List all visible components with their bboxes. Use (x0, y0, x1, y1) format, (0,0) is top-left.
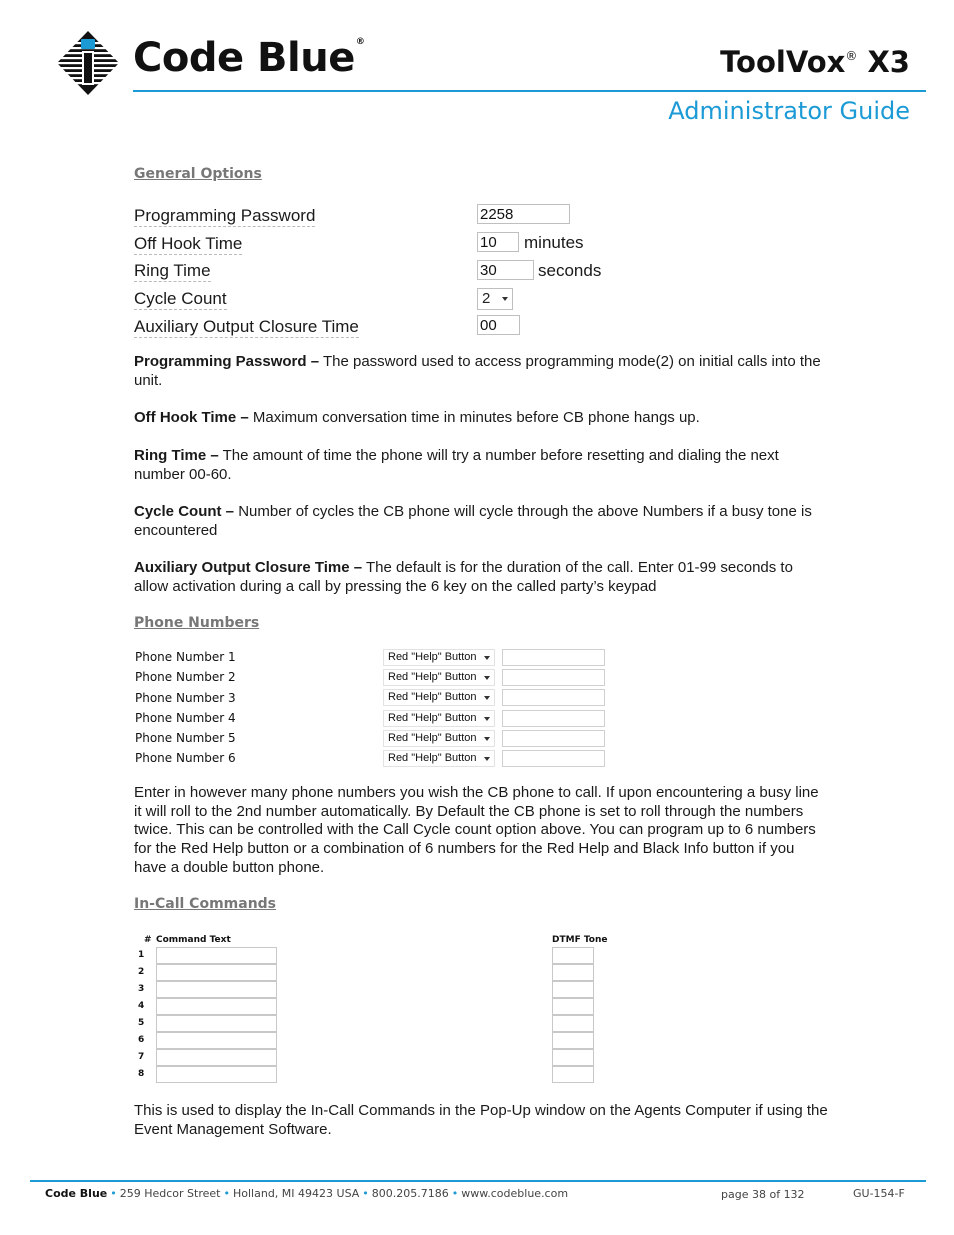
phone-number-label: Phone Number 4 (135, 711, 236, 725)
phone-number-input[interactable] (502, 750, 605, 767)
aux-output-closure-label: Auxiliary Output Closure Time (134, 317, 359, 336)
command-row-number: 1 (138, 950, 145, 960)
phone-number-label: Phone Number 1 (135, 650, 236, 664)
phone-number-label: Phone Number 6 (135, 751, 236, 765)
ring-time-input[interactable]: 30 (477, 260, 534, 280)
desc-programming-password: Programming Password – The password used to access programming mode(2) on initial calls into the unit. (134, 353, 821, 389)
off-hook-time-input[interactable]: 10 (477, 232, 519, 252)
in-call-commands-heading: In-Call Commands (134, 896, 277, 912)
phone-button-value: Red "Help" Button (388, 732, 477, 744)
dtmf-tone-input[interactable] (552, 998, 594, 1015)
aux-output-closure-input[interactable]: 00 (477, 315, 520, 335)
chevron-down-icon (484, 737, 490, 741)
general-options-heading: General Options (134, 166, 262, 182)
phone-button-value: Red "Help" Button (388, 752, 477, 764)
chevron-down-icon (484, 696, 490, 700)
footer-website[interactable]: www.codeblue.com (461, 1187, 569, 1200)
phone-number-input[interactable] (502, 689, 605, 706)
footer-city: Holland, MI 49423 USA (233, 1187, 360, 1200)
phone-button-value: Red "Help" Button (388, 651, 477, 663)
programming-password-input[interactable]: 2258 (477, 204, 570, 224)
product-title: ToolVox® X3 (720, 45, 910, 79)
command-text-input[interactable] (156, 1015, 277, 1032)
column-header-dtmf-tone: DTMF Tone (552, 935, 608, 945)
phone-button-value: Red "Help" Button (388, 712, 477, 724)
command-text-input[interactable] (156, 1066, 277, 1083)
phone-button-select[interactable] (383, 710, 495, 727)
command-text-input[interactable] (156, 998, 277, 1015)
footer-address: 259 Hedcor Street (119, 1187, 221, 1200)
command-row-number: 8 (138, 1069, 145, 1079)
phone-button-select[interactable] (383, 750, 495, 767)
phone-number-input[interactable] (502, 730, 605, 747)
column-header-command-text: Command Text (156, 935, 231, 945)
code-blue-logo-icon (56, 30, 120, 96)
phone-button-value: Red "Help" Button (388, 671, 477, 683)
footer-phone: 800.205.7186 (371, 1187, 449, 1200)
footer-contact: Code Blue • 259 Hedcor Street • Holland, MI 49423 USA • 800.205.7186 • www.codeblue.com (45, 1187, 569, 1200)
ring-time-label: Ring Time (134, 261, 211, 280)
phone-numbers-heading: Phone Numbers (134, 615, 260, 631)
dtmf-tone-input[interactable] (552, 981, 594, 998)
header-divider (133, 90, 926, 92)
command-text-input[interactable] (156, 981, 277, 998)
phone-number-label: Phone Number 2 (135, 670, 236, 684)
column-header-number: # (144, 935, 152, 945)
phone-button-select[interactable] (383, 689, 495, 706)
desc-aux-output-closure: Auxiliary Output Closure Time – The default is for the duration of the call. Enter 01-99 seconds to allow activation during a call by pressing the 6 key on the called party’s keypad (134, 559, 793, 595)
phone-number-label: Phone Number 3 (135, 691, 236, 705)
chevron-down-icon (484, 717, 490, 721)
phone-number-input[interactable] (502, 669, 605, 686)
phone-number-label: Phone Number 5 (135, 731, 236, 745)
chevron-down-icon (484, 676, 490, 680)
desc-cycle-count: Cycle Count – Number of cycles the CB phone will cycle through the above Numbers if a busy tone is encountered (134, 503, 812, 539)
page-number: page 38 of 132 (721, 1188, 805, 1201)
command-row-number: 3 (138, 984, 145, 994)
phone-button-select[interactable] (383, 649, 495, 666)
dtmf-tone-input[interactable] (552, 1066, 594, 1083)
dtmf-tone-input[interactable] (552, 1032, 594, 1049)
chevron-down-icon (484, 757, 490, 761)
command-text-input[interactable] (156, 947, 277, 964)
phone-numbers-description: Enter in however many phone numbers you wish the CB phone to call. If upon encountering a busy line it will roll to the 2nd number automatically. By Default the CB phone is set to roll through the numbers twice. This can be controlled with the Call Cycle count option above. You can program up to 6 numbers for the Red Help button or a combination of 6 numbers for the Red Help and Black Info button if you have a double button phone. (134, 784, 819, 876)
command-row-number: 6 (138, 1035, 145, 1045)
dtmf-tone-input[interactable] (552, 1049, 594, 1066)
phone-button-select[interactable] (383, 730, 495, 747)
command-row-number: 4 (138, 1001, 145, 1011)
ring-time-unit: seconds (538, 261, 602, 280)
phone-number-input[interactable] (502, 710, 605, 727)
chevron-down-icon (484, 656, 490, 660)
command-text-input[interactable] (156, 1049, 277, 1066)
off-hook-time-unit: minutes (524, 233, 584, 252)
dtmf-tone-input[interactable] (552, 964, 594, 981)
footer-divider (30, 1180, 926, 1182)
command-text-input[interactable] (156, 964, 277, 981)
cycle-count-label: Cycle Count (134, 289, 227, 308)
off-hook-time-label: Off Hook Time (134, 234, 243, 253)
command-row-number: 7 (138, 1052, 145, 1062)
dtmf-tone-input[interactable] (552, 1015, 594, 1032)
command-row-number: 5 (138, 1018, 145, 1028)
footer-brand: Code Blue (45, 1187, 108, 1200)
command-text-input[interactable] (156, 1032, 277, 1049)
brand-wordmark: Code Blue® (133, 35, 365, 81)
phone-button-value: Red "Help" Button (388, 691, 477, 703)
document-id: GU-154-F (853, 1187, 905, 1200)
desc-ring-time: Ring Time – The amount of time the phone will try a number before resetting and dialing the next number 00-60. (134, 447, 779, 483)
dtmf-tone-input[interactable] (552, 947, 594, 964)
chevron-down-icon (502, 297, 508, 301)
cycle-count-select[interactable] (477, 288, 513, 310)
cycle-count-value: 2 (482, 290, 491, 307)
command-row-number: 2 (138, 967, 145, 977)
guide-subtitle: Administrator Guide (668, 97, 910, 125)
phone-number-input[interactable] (502, 649, 605, 666)
programming-password-label: Programming Password (134, 206, 316, 225)
in-call-commands-description: This is used to display the In-Call Commands in the Pop-Up window on the Agents Computer if using the Event Management Software. (134, 1102, 828, 1138)
phone-button-select[interactable] (383, 669, 495, 686)
desc-off-hook-time: Off Hook Time – Maximum conversation time in minutes before CB phone hangs up. (134, 409, 700, 426)
